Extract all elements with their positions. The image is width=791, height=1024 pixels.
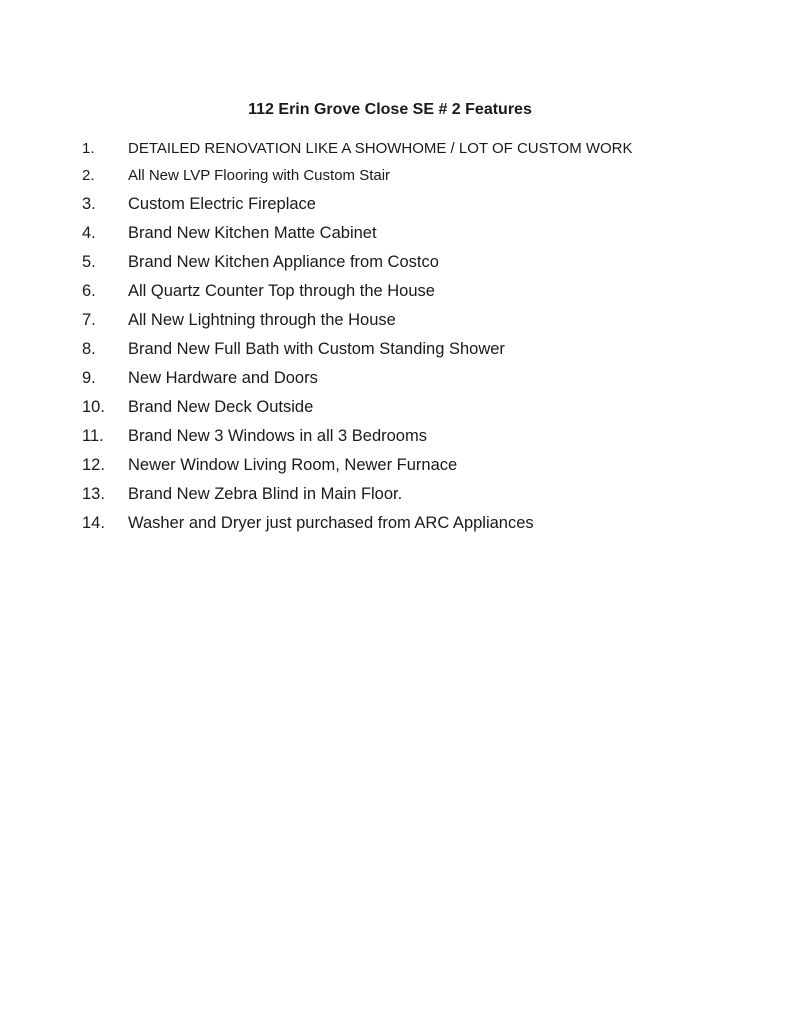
feature-number: 13. (82, 484, 105, 503)
feature-number: 4. (82, 223, 96, 242)
feature-number: 12. (82, 455, 105, 474)
feature-number: 6. (82, 281, 96, 300)
feature-number: 9. (82, 368, 96, 387)
feature-item (82, 136, 762, 162)
feature-list (82, 136, 762, 537)
feature-number: 11. (82, 426, 104, 445)
feature-text: Brand New Full Bath with Custom Standing Shower (128, 339, 505, 358)
feature-number: 2. (82, 166, 95, 184)
feature-item (82, 276, 762, 305)
feature-item (82, 305, 762, 334)
feature-item (82, 479, 762, 508)
feature-item (82, 392, 762, 421)
feature-number: 8. (82, 339, 96, 358)
document-title: 112 Erin Grove Close SE # 2 Features (248, 101, 532, 118)
feature-number: 14. (82, 513, 105, 532)
feature-text: All Quartz Counter Top through the House (128, 281, 435, 300)
feature-number: 5. (82, 252, 96, 271)
feature-item (82, 189, 762, 218)
feature-text: Washer and Dryer just purchased from ARC Appliances (128, 513, 534, 532)
feature-text: Brand New Kitchen Matte Cabinet (128, 223, 377, 242)
feature-text: New Hardware and Doors (128, 368, 318, 387)
feature-item (82, 421, 762, 450)
feature-number: 1. (82, 140, 95, 157)
feature-text: DETAILED RENOVATION LIKE A SHOWHOME / LOT OF CUSTOM WORK (128, 140, 633, 157)
feature-text: Brand New Zebra Blind in Main Floor. (128, 484, 403, 503)
feature-item (82, 334, 762, 363)
feature-text: Newer Window Living Room, Newer Furnace (128, 455, 458, 474)
feature-number: 3. (82, 194, 96, 213)
feature-text: Brand New 3 Windows in all 3 Bedrooms (128, 426, 427, 445)
feature-text: Custom Electric Fireplace (128, 194, 316, 213)
feature-item (82, 363, 762, 392)
feature-item (82, 508, 762, 537)
feature-item (82, 450, 762, 479)
feature-text: Brand New Deck Outside (128, 397, 314, 416)
feature-item (82, 218, 762, 247)
feature-text: All New LVP Flooring with Custom Stair (128, 166, 391, 184)
feature-text: Brand New Kitchen Appliance from Costco (128, 252, 439, 271)
feature-item (82, 247, 762, 276)
feature-item (82, 162, 762, 189)
feature-number: 7. (82, 310, 96, 329)
feature-text: All New Lightning through the House (128, 310, 396, 329)
feature-number: 10. (82, 397, 105, 416)
